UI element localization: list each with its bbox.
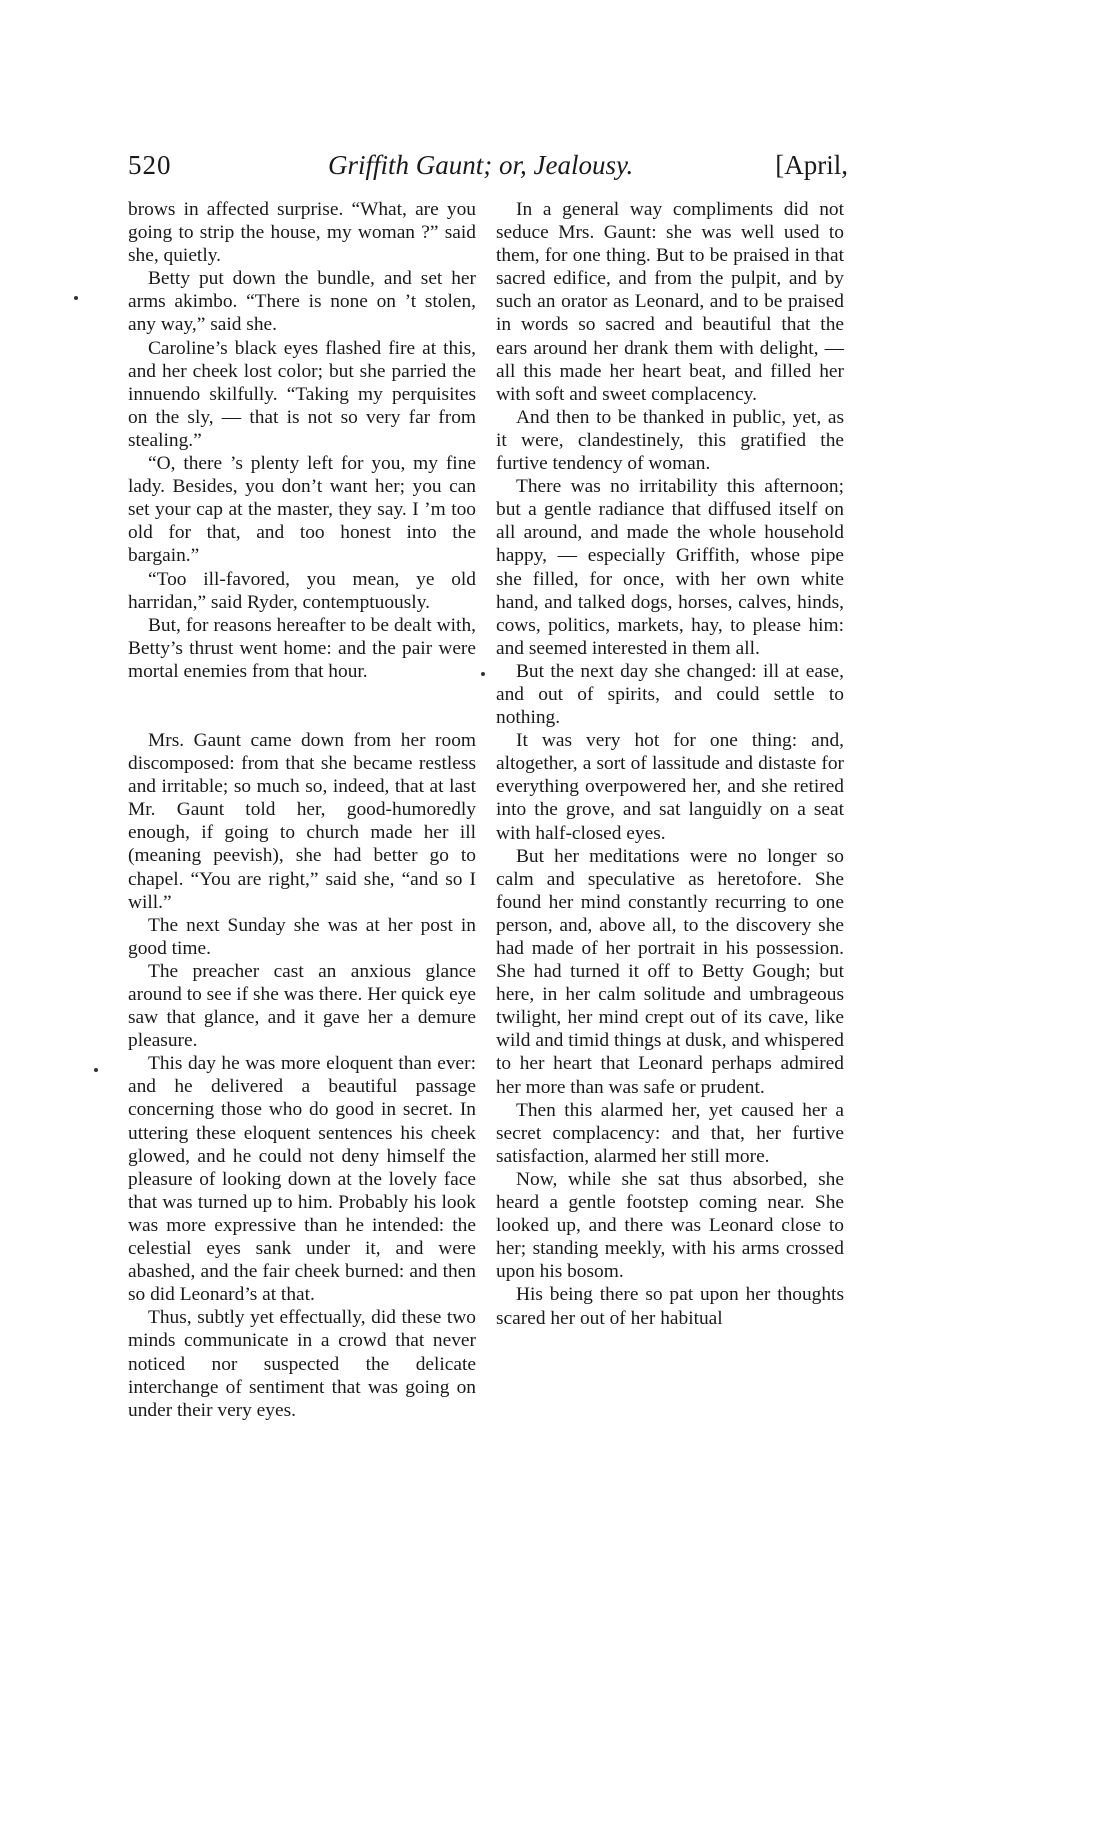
paragraph: The preacher cast an anxious glance around to see if she was there. Her quick eye saw that glance, and it gave her a demure pleasure. [128, 960, 476, 1052]
page-number: 520 [128, 150, 172, 180]
running-header [128, 150, 848, 190]
paragraph: In a general way compliments did not seduce Mrs. Gaunt: she was well used to them, for one thing. But to be praised in that sacred edifice, and from the pulpit, and by such an orator as Leonard, and to be praised in words so sacred and beautiful that the ears around her drank them with delight, — all this made her heart beat, and filled her with soft and sweet complacency. [496, 199, 844, 405]
paragraph: Caroline’s black eyes flashed fire at this, and her cheek lost color; but she parried the innuendo skilfully. “Taking my perquisites on the sly, — that is not so very far from stealing.” [128, 337, 476, 451]
running-title: Griffith Gaunt; or, Jealousy. [328, 150, 634, 180]
paragraph: It was very hot for one thing: and, altogether, a sort of lassitude and distaste for everything overpowered her, and she retired into the grove, and sat languidly on a seat with half-closed eyes. [496, 730, 844, 844]
paragraph: This day he was more eloquent than ever: and he delivered a beautiful passage concerning those who do good in secret. In uttering these eloquent sentences his cheek glowed, and he could not deny himself the pleasure of looking down at the lovely face that was turned up to him. Probably his look was more expressive than he intended: the celestial eyes sank under it, and were abashed, and the fair cheek burned: and then so did Leonard’s at that. [128, 1053, 476, 1306]
paragraph: But her meditations were no longer so calm and speculative as heretofore. She found her mind constantly recurring to one person, and, above all, to the discovery she had made of her portrait in his possession. She had turned it off to Betty Gough; but here, in her calm solitude and umbrageous twilight, her mind crept out of its cave, like wild and timid things at dusk, and whispered to her heart that Leonard perhaps admired her more than was safe or prudent. [496, 845, 844, 1098]
scan-speck [481, 672, 485, 676]
issue-month: [April, [775, 150, 848, 180]
scan-speck [94, 1068, 98, 1072]
paragraph: Mrs. Gaunt came down from her room discomposed: from that she became restless and irritable; so much so, indeed, that at last Mr. Gaunt told her, good-humoredly enough, if going to church made her ill (meaning peevish), she had better go to chapel. “You are right,” said she, “and so I will.” [128, 729, 476, 913]
paragraph: brows in affected surprise. “What, are you going to strip the house, my woman ?” said she, quietly. [128, 199, 476, 267]
left-column [128, 198, 476, 1422]
paragraph: “Too ill-favored, you mean, ye old harridan,” said Ryder, contemptuously. [128, 568, 476, 613]
paragraph: The next Sunday she was at her post in good time. [128, 914, 476, 959]
section-break [128, 683, 476, 729]
paragraph: There was no irritability this afternoon; but a gentle radiance that diffused itself on all around, and made the whole household happy, — especially Griffith, whose pipe she filled, for once, with her own white hand, and talked dogs, horses, calves, hinds, cows, politics, markets, hay, to please him: and seemed interested in them all. [496, 476, 844, 659]
paragraph: “O, there ’s plenty left for you, my fine lady. Besides, you don’t want her; you can set your cap at the master, they say. I ’m too old for that, and too honest into the bargain.” [128, 453, 476, 567]
paragraph: Now, while she sat thus absorbed, she heard a gentle footstep coming near. She looked up, and there was Leonard close to her; standing meekly, with his arms crossed upon his bosom. [496, 1168, 844, 1283]
paragraph: His being there so pat upon her thoughts scared her out of her habitual [496, 1284, 844, 1329]
right-column [496, 198, 844, 1330]
paragraph: Betty put down the bundle, and set her arms akimbo. “There is none on ’t stolen, any way,” said she. [128, 268, 476, 336]
scan-speck [74, 296, 78, 300]
paragraph: Then this alarmed her, yet caused her a secret complacency: and that, her furtive satisfaction, alarmed her still more. [496, 1099, 844, 1167]
paragraph: Thus, subtly yet effectually, did these two minds communicate in a crowd that never noticed nor suspected the delicate interchange of sentiment that was going on under their very eyes. [128, 1307, 476, 1421]
paragraph: But the next day she changed: ill at ease, and out of spirits, and could settle to nothing. [496, 660, 844, 729]
paragraph: And then to be thanked in public, yet, as it were, clandestinely, this gratified the furtive tendency of woman. [496, 406, 844, 475]
paragraph: But, for reasons hereafter to be dealt with, Betty’s thrust went home: and the pair were mortal enemies from that hour. [128, 614, 476, 682]
